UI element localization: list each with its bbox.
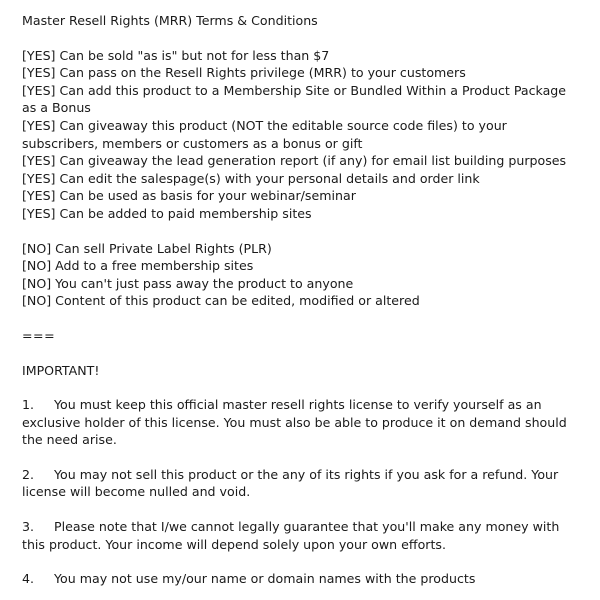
list-item: [YES] Can pass on the Resell Rights privilege (MRR) to your customers <box>22 65 466 81</box>
numbered-item <box>22 466 578 501</box>
list-item: [NO] Can sell Private Label Rights (PLR) <box>22 240 272 256</box>
list-item: [NO] Content of this product can be edited, modified or altered <box>22 293 420 309</box>
page-title: Master Resell Rights (MRR) Terms & Conditions <box>22 13 318 28</box>
list-item: [NO] Add to a free membership sites <box>22 258 254 274</box>
important-heading: IMPORTANT! <box>22 362 100 378</box>
list-item: [YES] Can giveaway this product (NOT the editable source code files) to your subscribers, members or customers as a bonus or gift <box>22 117 507 151</box>
list-item: [NO] You can't just pass away the product to anyone <box>22 275 354 291</box>
numbered-item <box>22 570 578 588</box>
list-item: [YES] Can add this product to a Membership Site or Bundled Within a Product Package as a Bonus <box>22 82 567 116</box>
item-number: 3. <box>22 519 35 535</box>
list-item: [YES] Can giveaway the lead generation report (if any) for email list building purposes <box>22 153 567 169</box>
item-text: You may not sell this product or the any of its rights if you ask for a refund. Your license will become nulled and void. <box>22 466 559 500</box>
item-number: 1. <box>22 397 35 413</box>
numbered-item <box>22 518 578 553</box>
item-text: Please note that I/we cannot legally guarantee that you'll make any money with this product. Your income will depend solely upon your own efforts. <box>22 519 560 552</box>
list-item: [YES] Can edit the salespage(s) with your personal details and order link <box>22 170 480 186</box>
list-item: [YES] Can be used as basis for your webinar/seminar <box>22 188 356 204</box>
section-divider: === <box>22 327 56 343</box>
item-text: You may not use my/our name or domain names with the products <box>54 571 476 587</box>
item-text: You must keep this official master resell rights license to verify yourself as an exclusive holder of this license. You must also be able to produce it on demand should the need arise. <box>22 397 567 448</box>
list-item: [YES] Can be added to paid membership sites <box>22 205 312 221</box>
list-item: [YES] Can be sold "as is" but not for less than $7 <box>22 47 330 63</box>
yes-terms-list <box>22 47 578 223</box>
item-number: 2. <box>22 466 35 482</box>
item-number: 4. <box>22 571 35 587</box>
numbered-item <box>22 396 578 449</box>
no-terms-list <box>22 240 578 310</box>
